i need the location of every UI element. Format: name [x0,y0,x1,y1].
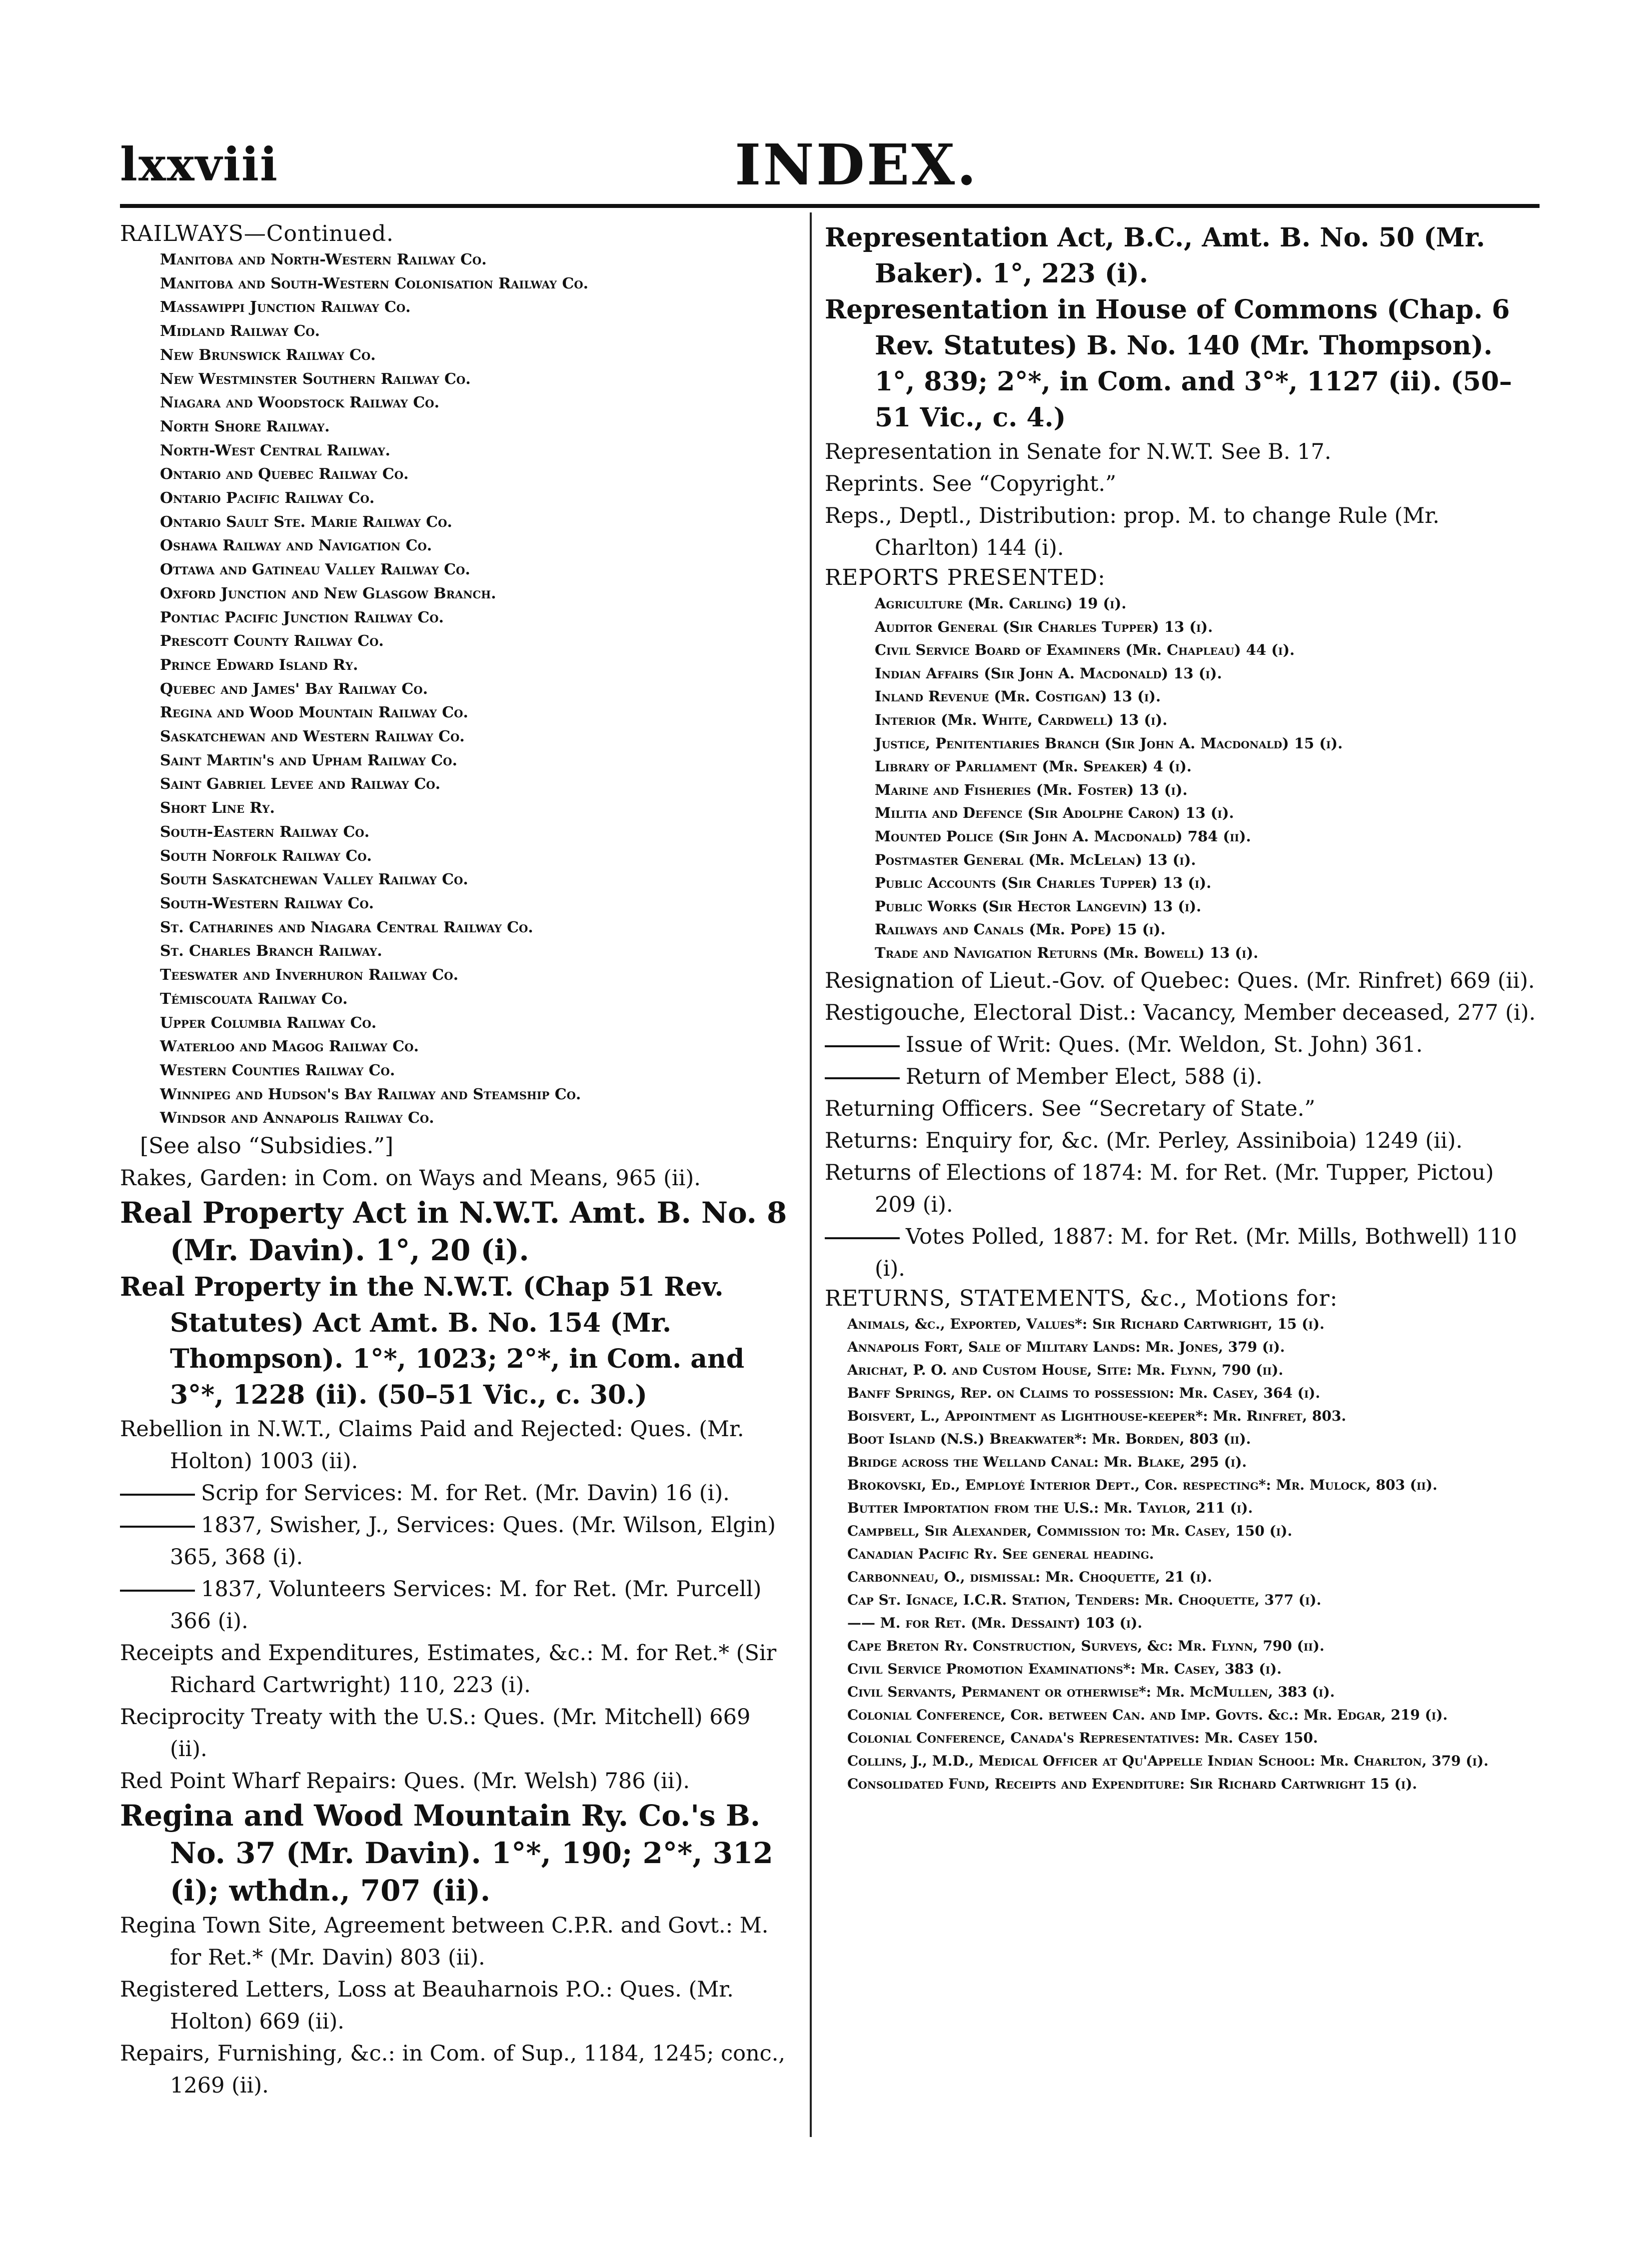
page-number: lxxviii [120,137,278,191]
report-item: Agriculture (Mr. Carling) 19 (i). [875,595,1127,612]
index-entry [120,1269,792,1413]
return-item: Bridge across the Welland Canal: Mr. Blake, 295 (i). [847,1453,1247,1470]
report-item: Inland Revenue (Mr. Costigan) 13 (i). [875,688,1161,705]
railway-item: St. Charles Branch Railway. [160,942,382,960]
ditto-dash [825,1237,900,1239]
entry-text: Scrip for Services: M. for Ret. (Mr. Davin) 16 (i). [201,1481,730,1506]
return-item: Boisvert, L., Appointment as Lighthouse-keeper*: Mr. Rinfret, 803. [847,1407,1347,1424]
entry-text: Resignation of Lieut.-Gov. of Quebec: Ques. (Mr. Rinfret) 669 (ii). [825,968,1535,993]
return-item: Brokovski, Ed., Employé Interior Dept., Cor. respecting*: Mr. Mulock, 803 (ii). [847,1476,1438,1493]
report-item: Public Accounts (Sir Charles Tupper) 13 (i). [875,874,1212,892]
railway-item: Teeswater and Inverhuron Railway Co. [160,966,459,984]
index-entry [120,1413,792,1477]
index-subentry [825,1061,1540,1093]
ditto-dash [120,1494,195,1496]
return-item: Canadian Pacific Ry. See general heading. [847,1545,1154,1562]
return-item: Boot Island (N.S.) Breakwater*: Mr. Borden, 803 (ii). [847,1430,1251,1447]
railway-item: Niagara and Woodstock Railway Co. [160,394,440,412]
railway-item: Western Counties Railway Co. [160,1061,395,1079]
entry-text: Returns of Elections of 1874: M. for Ret. (Mr. Tupper, Pictou) 209 (i). [825,1160,1494,1217]
railway-item: Midland Railway Co. [160,322,320,340]
ditto-dash [120,1590,195,1592]
index-entry [120,1637,792,1701]
railway-item: Short Line Ry. [160,799,275,817]
entry-text: Receipts and Expenditures, Estimates, &c.: M. for Ret.* (Sir Richard Cartwright) 110, 223 (i). [120,1641,777,1698]
railway-item: St. Catharines and Niagara Central Railway Co. [160,918,533,936]
index-entry [825,220,1540,292]
entry-text: Regina Town Site, Agreement between C.P.R. and Govt.: M. for Ret.* (Mr. Davin) 803 (ii). [120,1913,769,1971]
return-item: Consolidated Fund, Receipts and Expenditure: Sir Richard Cartwright 15 (i). [847,1775,1418,1792]
section-heading-reports: REPORTS PRESENTED: [825,565,1106,590]
index-entry [120,2038,792,2102]
entry-text: Rakes, Garden: in Com. on Ways and Means, 965 (ii). [120,1166,701,1191]
return-item: Collins, J., M.D., Medical Officer at Qu'Appelle Indian School: Mr. Charlton, 379 (i). [847,1752,1489,1769]
see-also-note: [See also “Subsidies.”] [140,1133,394,1159]
return-item: Annapolis Fort, Sale of Military Lands: Mr. Jones, 379 (i). [847,1338,1285,1355]
reports-list [825,592,1540,965]
right-column [825,220,1540,1796]
railway-item: Oshawa Railway and Navigation Co. [160,537,432,555]
index-entry [825,500,1540,564]
railway-item: South Saskatchewan Valley Railway Co. [160,871,468,889]
entry-text: Returning Officers. See “Secretary of State.” [825,1096,1316,1121]
return-item: Civil Service Promotion Examinations*: Mr. Casey, 383 (i). [847,1660,1282,1677]
return-item: Cap St. Ignace, I.C.R. Station, Tenders: Mr. Choquette, 377 (i). [847,1591,1322,1608]
section-heading-railways: RAILWAYS—Continued. [120,221,394,246]
report-item: Postmaster General (Mr. McLelan) 13 (i). [875,851,1196,868]
index-entry [120,1162,792,1194]
report-item: Library of Parliament (Mr. Speaker) 4 (i). [875,758,1192,775]
entry-text: Representation Act, B.C., Amt. B. No. 50 (Mr. Baker). 1°, 223 (i). [825,222,1486,289]
return-item: Arichat, P. O. and Custom House, Site: Mr. Flynn, 790 (ii). [847,1361,1284,1378]
entry-text: 1837, Swisher, J., Services: Ques. (Mr. Wilson, Elgin) 365, 368 (i). [170,1513,776,1570]
railway-item: South Norfolk Railway Co. [160,847,372,865]
railway-item: Windsor and Annapolis Railway Co. [160,1109,434,1127]
railway-item: North-West Central Railway. [160,441,390,459]
railway-item: Oxford Junction and New Glasgow Branch. [160,584,496,602]
railway-item: Saint Gabriel Levee and Railway Co. [160,775,441,793]
index-subentry [120,1573,792,1637]
entry-text: Real Property Act in N.W.T. Amt. B. No. 8 (Mr. Davin). 1°, 20 (i). [120,1196,787,1268]
railway-item: Ottawa and Gatineau Valley Railway Co. [160,561,470,579]
railway-item: South-Eastern Railway Co. [160,823,370,841]
entry-text: Returns: Enquiry for, &c. (Mr. Perley, Assiniboia) 1249 (ii). [825,1128,1463,1153]
index-entry [825,292,1540,436]
report-item: Marine and Fisheries (Mr. Foster) 13 (i). [875,781,1188,798]
entry-text: Representation in Senate for N.W.T. See B. 17. [825,439,1332,464]
railway-item: Pontiac Pacific Junction Railway Co. [160,608,444,626]
report-item: Public Works (Sir Hector Langevin) 13 (i). [875,897,1202,915]
index-entry [120,1910,792,1974]
index-entry [120,1701,792,1765]
index-entry [825,436,1540,468]
railway-item: Ontario and Quebec Railway Co. [160,465,409,483]
entry-text: Repairs, Furnishing, &c.: in Com. of Sup., 1184, 1245; conc., 1269 (ii). [120,2041,786,2099]
entry-text: Reprints. See “Copyright.” [825,471,1117,496]
entry-text: Representation in House of Commons (Chap. 6 Rev. Statutes) B. No. 140 (Mr. Thompson). 1°, 839; 2°*, in Com. and 3°*, 1127 (ii). (50–51 Vic., c. 4.) [825,294,1513,433]
report-item: Mounted Police (Sir John A. Macdonald) 784 (ii). [875,827,1251,845]
railway-item: Quebec and James' Bay Railway Co. [160,680,428,698]
header-rule [120,204,1540,208]
page-title: INDEX. [735,132,979,198]
entry-text: Registered Letters, Loss at Beauharnois P.O.: Ques. (Mr. Holton) 669 (ii). [120,1977,734,2035]
resignation-returns-entries [825,965,1540,1285]
ditto-dash [120,1526,195,1528]
page-header [120,127,1545,202]
index-entry [120,1765,792,1797]
report-item: Militia and Defence (Sir Adolphe Caron) 13 (i). [875,804,1234,822]
entry-text: Votes Polled, 1887: M. for Ret. (Mr. Mills, Bothwell) 110 (i). [875,1224,1518,1281]
return-item: —— M. for Ret. (Mr. Dessaint) 103 (i). [847,1614,1143,1631]
entry-text: 1837, Volunteers Services: M. for Ret. (Mr. Purcell) 366 (i). [170,1577,762,1634]
railway-item: South-Western Railway Co. [160,894,374,912]
index-entry [825,965,1540,997]
return-item: Colonial Conference, Cor. between Can. and Imp. Govts. &c.: Mr. Edgar, 219 (i). [847,1706,1448,1723]
report-item: Justice, Penitentiaries Branch (Sir John A. Macdonald) 15 (i). [875,734,1343,752]
railway-item: North Shore Railway. [160,417,330,435]
entry-text: Reps., Deptl., Distribution: prop. M. to change Rule (Mr. Charlton) 144 (i). [825,503,1440,560]
returns-list [825,1313,1540,1796]
ditto-dash [825,1045,900,1047]
return-item: Butter Importation from the U.S.: Mr. Taylor, 211 (i). [847,1499,1253,1516]
return-item: Animals, &c., Exported, Values*: Sir Richard Cartwright, 15 (i). [847,1315,1325,1332]
entry-text: Red Point Wharf Repairs: Ques. (Mr. Welsh) 786 (ii). [120,1769,690,1794]
index-entry [120,1974,792,2038]
railway-item: Massawippi Junction Railway Co. [160,298,411,316]
railway-item: Ontario Sault Ste. Marie Railway Co. [160,513,452,531]
railway-item: Ontario Pacific Railway Co. [160,489,375,507]
railway-item: Manitoba and North-Western Railway Co. [160,251,487,268]
column-divider [810,212,812,2137]
entry-text: Return of Member Elect, 588 (i). [906,1064,1263,1089]
index-entry [120,1194,792,1269]
entry-text: Real Property in the N.W.T. (Chap 51 Rev. Statutes) Act Amt. B. No. 154 (Mr. Thompson). 1°*, 1023; 2°*, in Com. and 3°*, 1228 (ii). (50–51 Vic., c. 30.) [120,1272,745,1411]
railway-item: Waterloo and Magog Railway Co. [160,1038,419,1056]
railway-list [120,248,792,1130]
left-entries [120,1162,792,2102]
railway-item: Prince Edward Island Ry. [160,656,358,674]
representation-entries [825,220,1540,564]
railway-item: Manitoba and South-Western Colonisation Railway Co. [160,274,589,292]
ditto-dash [825,1077,900,1079]
railway-item: Prescott County Railway Co. [160,632,384,650]
return-item: Campbell, Sir Alexander, Commission to: Mr. Casey, 150 (i). [847,1522,1293,1539]
entry-text: Reciprocity Treaty with the U.S.: Ques. (Mr. Mitchell) 669 (ii). [120,1705,751,1762]
index-subentry [825,1029,1540,1061]
index-subentry [120,1509,792,1573]
index-subentry [120,1477,792,1509]
entry-text: Rebellion in N.W.T., Claims Paid and Rejected: Ques. (Mr. Holton) 1003 (ii). [120,1417,744,1474]
return-item: Banff Springs, Rep. on Claims to possession: Mr. Casey, 364 (i). [847,1384,1321,1401]
railway-item: Regina and Wood Mountain Railway Co. [160,704,468,722]
index-entry [825,1093,1540,1125]
railway-item: Saskatchewan and Western Railway Co. [160,728,465,746]
report-item: Auditor General (Sir Charles Tupper) 13 (i). [875,618,1213,635]
entry-text: Regina and Wood Mountain Ry. Co.'s B. No. 37 (Mr. Davin). 1°*, 190; 2°*, 312 (i); wthdn., 707 (ii). [120,1799,773,1908]
return-item: Carbonneau, O., dismissal: Mr. Choquette, 21 (i). [847,1568,1213,1585]
return-item: Colonial Conference, Canada's Representatives: Mr. Casey 150. [847,1729,1318,1746]
index-entry [825,468,1540,500]
left-column [120,220,792,2102]
report-item: Indian Affairs (Sir John A. Macdonald) 13 (i). [875,664,1222,682]
report-item: Interior (Mr. White, Cardwell) 13 (i). [875,711,1168,728]
return-item: Cape Breton Ry. Construction, Surveys, &c: Mr. Flynn, 790 (ii). [847,1637,1325,1654]
entry-text: Issue of Writ: Ques. (Mr. Weldon, St. John) 361. [906,1032,1423,1057]
railway-item: Témiscouata Railway Co. [160,990,348,1008]
railway-item: Upper Columbia Railway Co. [160,1014,377,1032]
report-item: Trade and Navigation Returns (Mr. Bowell) 13 (i). [875,944,1259,961]
index-entry [825,1125,1540,1157]
index-entry [825,997,1540,1029]
index-subentry [825,1221,1540,1285]
railway-item: New Brunswick Railway Co. [160,346,376,364]
entry-text: Restigouche, Electoral Dist.: Vacancy, Member deceased, 277 (i). [825,1000,1536,1025]
report-item: Civil Service Board of Examiners (Mr. Chapleau) 44 (i). [875,641,1295,659]
railway-item: Saint Martin's and Upham Railway Co. [160,751,457,769]
railway-item: Winnipeg and Hudson's Bay Railway and Steamship Co. [160,1085,581,1103]
index-entry [120,1797,792,1910]
index-entry [825,1157,1540,1221]
section-heading-returns: RETURNS, STATEMENTS, &c., Motions for: [825,1285,1338,1311]
railway-item: New Westminster Southern Railway Co. [160,370,471,388]
return-item: Civil Servants, Permanent or otherwise*: Mr. McMullen, 383 (i). [847,1683,1335,1700]
report-item: Railways and Canals (Mr. Pope) 15 (i). [875,921,1166,938]
